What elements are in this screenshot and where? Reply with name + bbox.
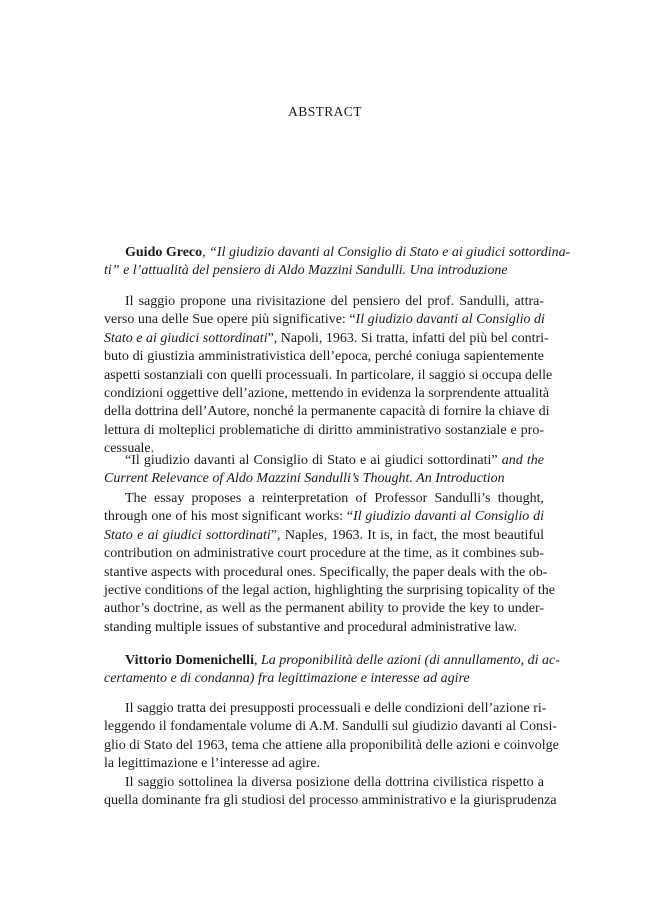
- work-title: Il giudizio davanti al Consiglio di: [353, 509, 544, 525]
- text-run: and the: [497, 453, 544, 468]
- entry-header-line: [104, 262, 544, 280]
- text-run: verso una delle Sue opere più significative: “: [104, 312, 356, 328]
- text-line: [104, 508, 544, 526]
- text-line: cessuale.: [104, 441, 155, 457]
- text-line: author’s doctrine, as well as the permanent ability to provide the key to under-: [104, 601, 544, 617]
- entry-title-part: , “Il giudizio davanti al Consiglio di Stato e ai giudici sottordina-: [202, 245, 571, 260]
- author-name: Guido Greco: [125, 245, 203, 260]
- work-title: Stato e ai giudici sottordinati: [104, 330, 268, 346]
- text-line: stantive aspects with procedural ones. Specifically, the paper deals with the ob-: [104, 564, 548, 580]
- entry-header-greco: [104, 244, 571, 281]
- author-name: Vittorio Domenichelli: [125, 653, 254, 668]
- text-line: condizioni oggettive dell’azione, mettendo in evidenza la sorprendente attualità: [104, 386, 550, 402]
- text-line: quella dominante fra gli studiosi del processo amministrativo e la giurisprudenza: [104, 793, 557, 809]
- text-line: The essay proposes a reinterpretation of Professor Sandulli’s thought,: [125, 491, 544, 506]
- text-run: ”, Napoli, 1963. Si tratta, infatti del più bel contri-: [267, 330, 549, 346]
- text-run: through one of his most significant works: “: [104, 509, 354, 525]
- work-title: Il giudizio davanti al Consiglio di: [355, 312, 545, 328]
- entry-title-part: certamento e di condanna) fra legittimazione e interesse ad agire: [104, 671, 470, 687]
- text-run: ”, Naples, 1963. It is, in fact, the most beautiful: [270, 527, 544, 543]
- entry-header-line: [104, 244, 571, 262]
- text-line: Il saggio tratta dei presupposti processuali e delle condizioni dell’azione ri-: [125, 701, 547, 716]
- english-header-greco: [104, 452, 544, 489]
- text-line: della dottrina dell’Autore, nonché la permanente capacità di fornire la chiave di: [104, 404, 550, 420]
- entry-title-part: ti” e l’attualità del pensiero di Aldo Mazzini Sandulli. Una introduzione: [104, 263, 508, 279]
- text-line: lettura di molteplici problematiche di diritto amministrativo sostanziale e pro-: [104, 422, 544, 438]
- text-line: leggendo il fondamentale volume di A.M. Sandulli sul giudizio davanti al Consi-: [104, 719, 557, 735]
- text-line: aspetti sostanziali con quelli processuali. In particolare, il saggio si occupa delle: [104, 367, 553, 383]
- text-line: jective conditions of the legal action, highlighting the surprising topicality of the: [104, 583, 556, 599]
- text-line: glio di Stato del 1963, tema che attiene alla proponibilità delle azioni e coinvolge: [104, 737, 559, 753]
- entry-header-domenichelli: [104, 652, 560, 689]
- text-line: [104, 311, 544, 329]
- abstract-english-greco: [104, 490, 556, 637]
- text-line: buto di giustizia amministrativistica dell’epoca, perché coniuga sapientemente: [104, 349, 544, 365]
- text-line: standing multiple issues of substantive and procedural administrative law.: [104, 619, 518, 635]
- text-line: contribution on administrative court procedure at the time, as it combines sub-: [104, 546, 544, 562]
- text-run: Current Relevance of Aldo Mazzini Sandulli’s Thought. An Introduction: [104, 471, 505, 487]
- entry-title-part: , La proponibilità delle azioni (di annullamento, di ac-: [253, 653, 560, 668]
- entry-header-line: [104, 452, 544, 470]
- entry-header-line: [104, 470, 544, 488]
- entry-header-line: [104, 670, 544, 688]
- abstract-italian-domenichelli: [104, 700, 559, 810]
- text-line: Il saggio propone una rivisitazione del pensiero del prof. Sandulli, attra-: [125, 294, 544, 309]
- entry-header-line: [104, 652, 560, 670]
- work-title: Stato e ai giudici sottordinati: [104, 527, 271, 543]
- abstract-italian-greco: [104, 293, 553, 459]
- text-line: [104, 330, 549, 348]
- page-title: ABSTRACT: [288, 104, 362, 119]
- text-line: la legittimazione e l’interesse ad agire.: [104, 756, 321, 772]
- text-run: “Il giudizio davanti al Consiglio di Stato e ai giudici sottordinati”: [125, 453, 498, 468]
- text-line: Il saggio sottolinea la diversa posizione della dottrina civilistica rispetto a: [125, 774, 544, 790]
- text-line: [104, 527, 544, 545]
